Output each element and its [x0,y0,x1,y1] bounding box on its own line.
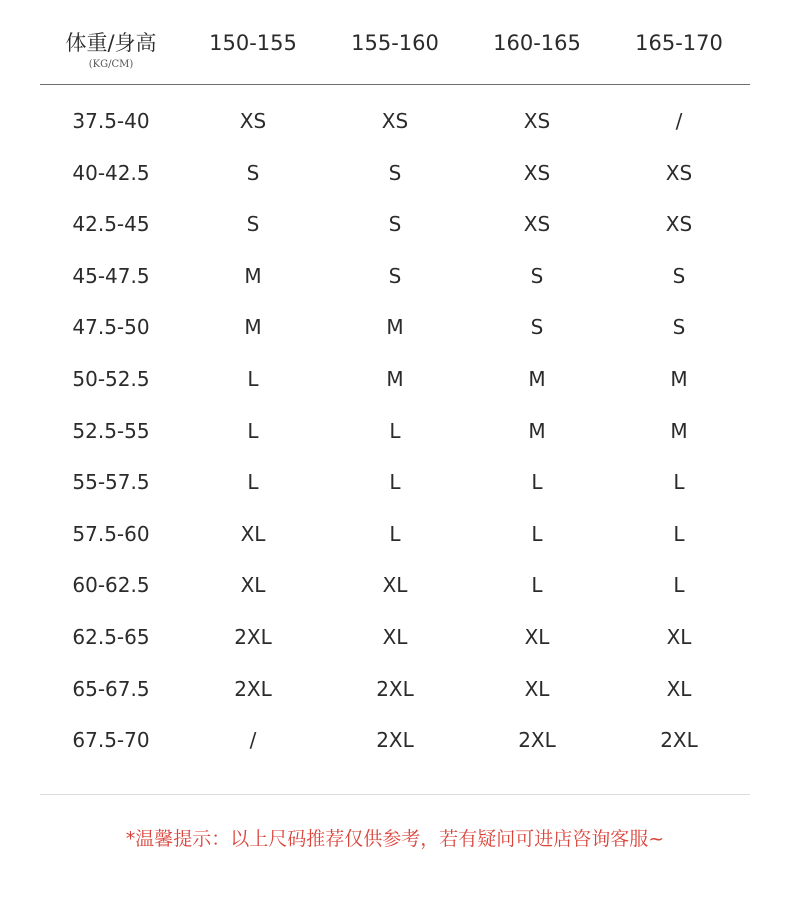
table-row [40,250,750,302]
size-cell: S [672,263,686,288]
size-cell: XL [382,573,408,598]
weight-cell: 67.5-70 [72,728,150,753]
size-cell: S [246,212,260,237]
size-cell: 2XL [234,624,272,649]
size-cell: L [673,573,685,598]
size-cell: XL [240,573,266,598]
table-row [40,456,750,508]
table-row [40,714,750,766]
table-body [40,95,750,766]
table-row [40,353,750,405]
height-column-header: 165-170 [635,31,723,55]
size-cell: L [673,470,685,495]
weight-cell: 37.5-40 [72,109,150,133]
table-row [40,147,750,199]
size-cell: S [530,315,544,340]
size-cell: XS [523,109,551,133]
size-cell: 2XL [660,728,698,753]
weight-cell: 55-57.5 [72,470,150,495]
size-cell: L [531,521,543,546]
weight-cell: 52.5-55 [72,418,150,443]
size-cell: S [388,212,402,237]
size-cell: 2XL [376,728,414,753]
size-cell: M [244,263,262,288]
size-cell: 2XL [234,676,272,701]
size-cell: XS [665,160,693,185]
table-row [40,405,750,457]
weight-cell: 62.5-65 [72,624,150,649]
size-cell: M [670,418,688,443]
size-cell: / [675,109,683,133]
size-cell: L [247,470,259,495]
height-column-header: 160-165 [493,31,581,55]
size-cell: XL [382,624,408,649]
size-cell: S [246,160,260,185]
size-cell: S [388,160,402,185]
table-row [40,198,750,250]
weight-cell: 60-62.5 [72,573,150,598]
size-cell: XS [239,109,267,133]
weight-cell: 42.5-45 [72,212,150,237]
size-cell: M [528,418,546,443]
weight-cell: 40-42.5 [72,160,150,185]
size-cell: L [247,418,259,443]
size-cell: L [531,470,543,495]
size-cell: M [670,366,688,391]
size-cell: 2XL [376,676,414,701]
size-cell: / [249,728,257,753]
size-cell: XL [240,521,266,546]
size-cell: L [389,521,401,546]
size-cell: L [673,521,685,546]
size-cell: M [528,366,546,391]
size-cell: XS [665,212,693,237]
size-cell: M [386,366,404,391]
table-row [40,611,750,663]
size-cell: S [530,263,544,288]
size-cell: XL [524,676,550,701]
corner-title: 体重/身高 [65,31,157,55]
weight-cell: 47.5-50 [72,315,150,340]
table-header-row [40,22,750,84]
size-cell: L [389,470,401,495]
size-cell: 2XL [518,728,556,753]
footer-divider [40,794,750,795]
corner-header [40,22,182,70]
size-cell: XS [523,212,551,237]
size-cell: L [531,573,543,598]
size-cell: S [388,263,402,288]
weight-cell: 50-52.5 [72,366,150,391]
weight-cell: 65-67.5 [72,676,150,701]
header-divider [40,84,750,85]
weight-cell: 45-47.5 [72,263,150,288]
table-row [40,559,750,611]
height-column-header: 150-155 [209,31,297,55]
size-cell: M [386,315,404,340]
size-cell: M [244,315,262,340]
table-row [40,508,750,560]
size-cell: XL [666,624,692,649]
size-cell: L [247,366,259,391]
size-cell: XL [666,676,692,701]
height-column-header: 155-160 [351,31,439,55]
size-tip-note: *温馨提示：以上尺码推荐仅供参考，若有疑问可进店咨询客服~ [125,828,665,850]
table-row [40,663,750,715]
table-row [40,301,750,353]
table-row [40,95,750,147]
size-cell: XS [381,109,409,133]
size-cell: XS [523,160,551,185]
size-cell: L [389,418,401,443]
size-cell: S [672,315,686,340]
unit-label: (KG/CM) [88,59,134,70]
size-cell: XL [524,624,550,649]
weight-cell: 57.5-60 [72,521,150,546]
